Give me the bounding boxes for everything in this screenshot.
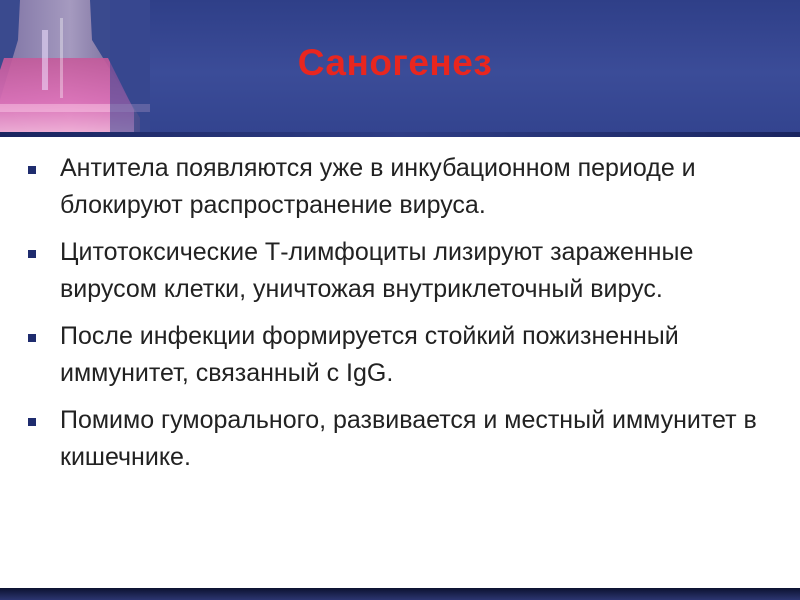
bullet-text: После инфекции формируется стойкий пожизненный иммунитет, связанный с IgG.	[60, 322, 679, 387]
bullet-text: Антитела появляются уже в инкубационном периоде и блокируют распространение вируса.	[60, 154, 696, 219]
bullet-text: Помимо гуморального, развивается и местный иммунитет в кишечнике.	[60, 406, 757, 471]
bullet-item	[28, 150, 778, 224]
bullet-item	[28, 318, 778, 392]
square-bullet-icon	[28, 250, 36, 258]
square-bullet-icon	[28, 166, 36, 174]
header-divider	[0, 132, 800, 137]
bullet-item	[28, 234, 778, 308]
bullet-text: Цитотоксические Т-лимфоциты лизируют зараженные вирусом клетки, уничтожая внутриклеточный вирус.	[60, 238, 694, 303]
square-bullet-icon	[28, 334, 36, 342]
footer-bar	[0, 588, 800, 600]
square-bullet-icon	[28, 418, 36, 426]
bullet-item	[28, 402, 778, 476]
slide-title: Саногенез	[297, 42, 493, 83]
bullet-list	[28, 150, 778, 486]
